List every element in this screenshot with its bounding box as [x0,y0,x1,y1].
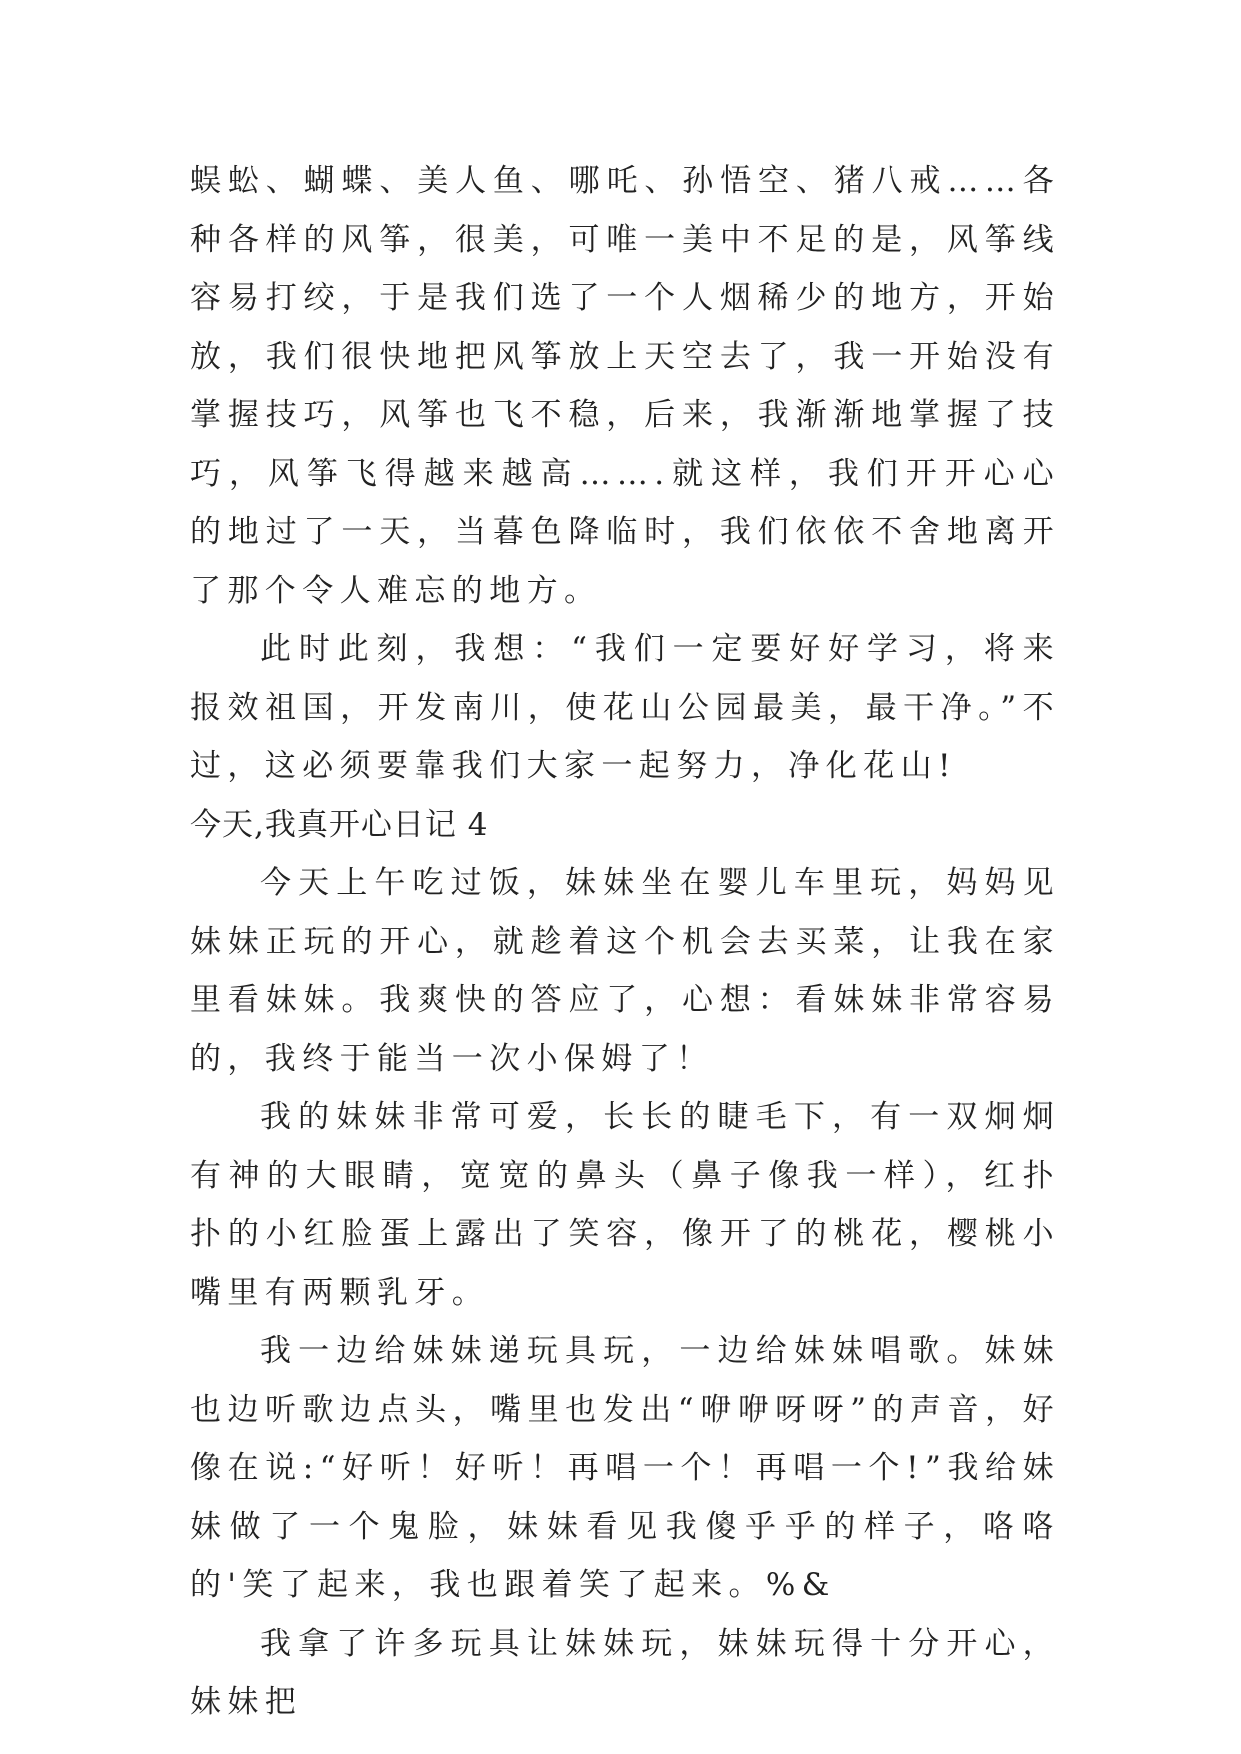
paragraph-singing: 我一边给妹妹递玩具玩，一边给妹妹唱歌。妹妹也边听歌边点头，嘴里也发出“咿咿呀呀”的声音，好像在说:“好听！好听！再唱一个！再唱一个!”我给妹妹做了一个鬼脸，妹妹看见我傻乎乎的样子，咯咯的'笑了起来，我也跟着笑了起来。%& [190,1333,1060,1603]
section-heading: 今天,我真开心日记 4 [190,806,489,843]
paragraph-toys: 我拿了许多玩具让妹妹玩，妹妹玩得十分开心，妹妹把 [190,1625,1060,1720]
paragraph-reflection: 此时此刻，我想：“我们一定要好好学习，将来报效祖国，开发南川，使花山公园最美，最干净。”不过，这必须要靠我们大家一起努力，净化花山! [190,631,1060,784]
paragraph-kites: 蜈蚣、蝴蝶、美人鱼、哪吒、孙悟空、猪八戒……各种各样的风筝，很美，可唯一美中不足的是，风筝线容易打绞，于是我们选了一个人烟稀少的地方，开始放，我们很快地把风筝放上天空去了，我一开始没有掌握技巧，风筝也飞不稳，后来，我渐渐地掌握了技巧，风筝飞得越来越高…….就这样，我们开开心心的地过了一天，当暮色降临时，我们依依不舍地离开了那个令人难忘的地方。 [190,163,1060,609]
paragraph-sister-description: 我的妹妹非常可爱，长长的睫毛下，有一双炯炯有神的大眼睛，宽宽的鼻头（鼻子像我一样），红扑扑的小红脸蛋上露出了笑容，像开了的桃花，樱桃小嘴里有两颗乳牙。 [190,1099,1060,1311]
paragraph-babysitting: 今天上午吃过饭，妹妹坐在婴儿车里玩，妈妈见妹妹正玩的开心，就趁着这个机会去买菜，让我在家里看妹妹。我爽快的答应了，心想：看妹妹非常容易的，我终于能当一次小保姆了！ [190,865,1060,1077]
document-page [190,152,1060,1732]
